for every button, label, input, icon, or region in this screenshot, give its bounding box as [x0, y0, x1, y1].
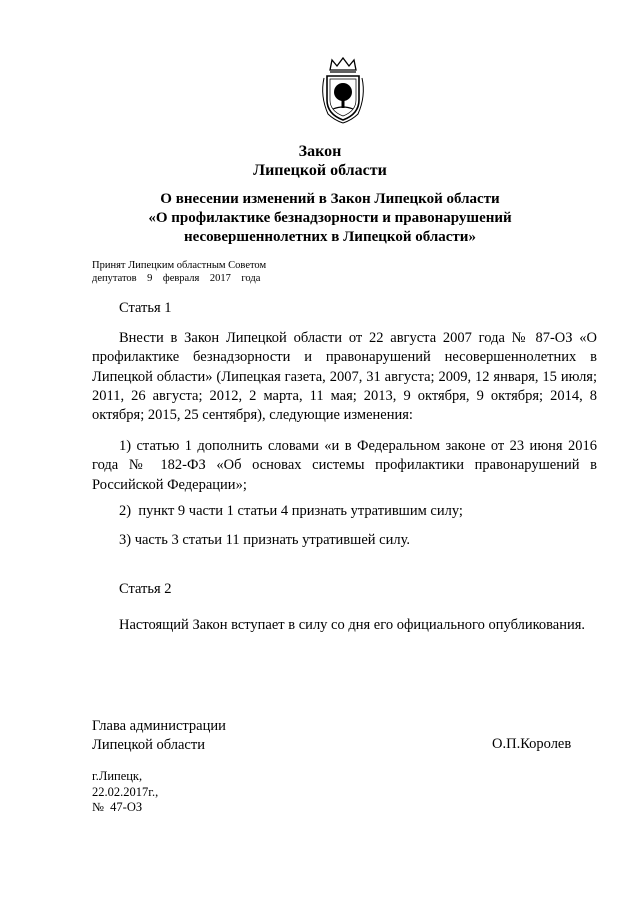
subtitle-line: несовершеннолетних в Липецкой области»	[184, 229, 476, 245]
footer-details	[92, 769, 158, 816]
law-subtitle	[80, 190, 580, 247]
subtitle-line: «О профилактике безнадзорности и правонарушений	[148, 210, 512, 226]
signatory-line: Липецкой области	[92, 737, 205, 753]
signatory-title	[92, 717, 226, 755]
footer-city: г.Липецк,	[92, 769, 143, 783]
article2-heading: Статья 2	[119, 581, 172, 597]
article1-heading: Статья 1	[119, 300, 172, 316]
article1-body: Внести в Закон Липецкой области от 22 августа 2007 года № 87-ОЗ «О профилактике безнадзорности и правонарушений несовершеннолетних в Липецкой области» (Липецкая газета, 2007, 31 августа; 2009, 12 января, 15 июля; 2011, 26 августа; 2012, 2 марта, 11 мая; 2013, 9 октября, 9 октября; 2014, 8 октября; 2015, 25 сентября), следующие изменения:	[92, 330, 597, 424]
adoption-line: Принят Липецким областным Советом	[92, 260, 267, 271]
article1-item-2: 2) пункт 9 части 1 статьи 4 признать утратившим силу;	[119, 503, 463, 519]
law-title: Закон	[298, 143, 342, 160]
article2-body: Настоящий Закон вступает в силу со дня его официального опубликования.	[119, 617, 586, 633]
adoption-line: депутатов 9 февраля 2017 года	[92, 273, 261, 284]
footer-number: № 47-ОЗ	[92, 800, 143, 814]
article1-item-1: 1) статью 1 дополнить словами «и в Федеральном законе от 23 июня 2016 года № 182-ФЗ «Об основах системы профилактики правонарушений в Российской Федерации»;	[92, 438, 597, 493]
law-region: Липецкой области	[253, 162, 387, 179]
footer-date: 22.02.2017г.,	[92, 784, 159, 799]
subtitle-line: О внесении изменений в Закон Липецкой области	[160, 191, 500, 207]
signatory-line: Глава администрации	[92, 718, 226, 734]
article1-item-3: 3) часть 3 статьи 11 признать утратившей силу.	[119, 532, 410, 548]
adoption-note	[92, 259, 266, 285]
lipetsk-coat-of-arms-icon	[318, 56, 368, 126]
signatory-name: О.П.Королев	[492, 736, 572, 752]
